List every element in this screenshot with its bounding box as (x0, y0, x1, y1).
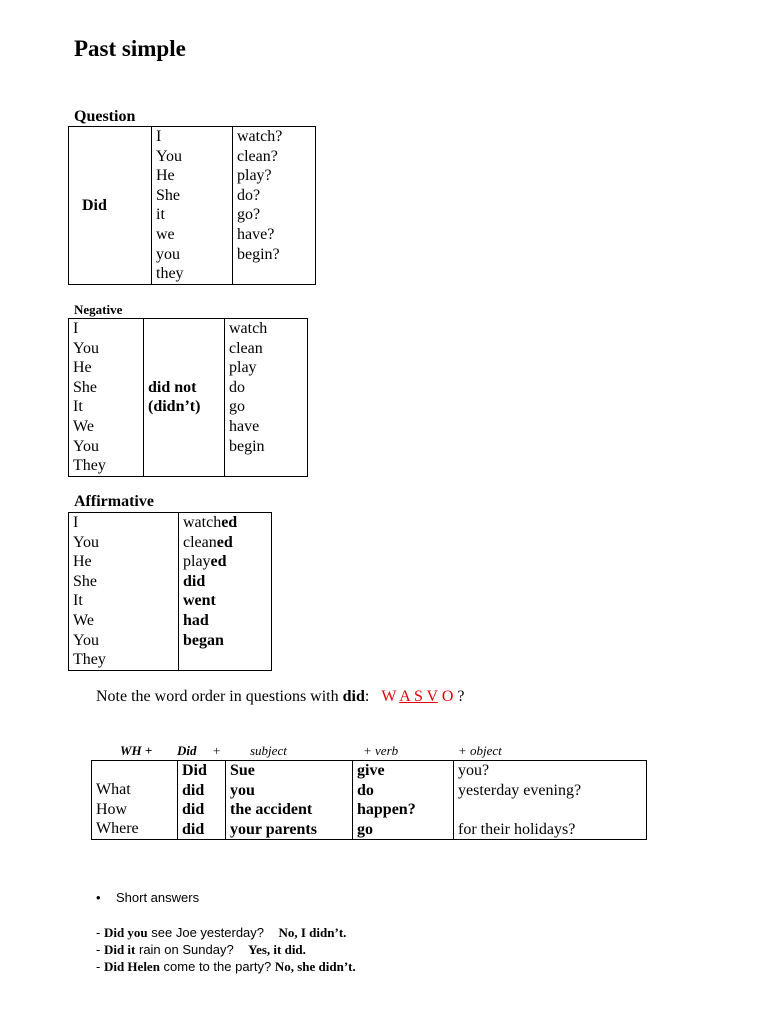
negative-subject-cell (69, 319, 144, 477)
did-word: did (182, 781, 205, 799)
affirmative-verb (183, 513, 267, 533)
word-order-table (91, 760, 647, 840)
verb-word: go (357, 820, 373, 838)
negative-subject: He (73, 359, 92, 377)
example-line (96, 942, 306, 958)
question-verb: have? (237, 225, 275, 243)
example-prefix: - (96, 925, 104, 940)
subject-word: you (230, 781, 255, 799)
object-cell (454, 761, 647, 840)
wh-word: What (96, 781, 131, 798)
affirmative-verb (183, 572, 267, 592)
negative-verb: have (229, 417, 260, 435)
negative-aux-cell (144, 319, 225, 477)
subject-word: Sue (230, 762, 255, 779)
example-line (96, 925, 346, 941)
did-word: did (182, 801, 205, 819)
verb-ending: did (183, 572, 206, 590)
affirmative-subject: We (73, 611, 94, 629)
verb-stem: watch (183, 514, 222, 531)
note-bold: did (342, 688, 365, 705)
example-answer: No, I didn’t. (278, 925, 347, 940)
verb-ending: ed (216, 533, 233, 551)
example-question-rest: come to the party? (159, 959, 272, 974)
short-answers-heading (96, 890, 199, 905)
note-colon: : (364, 688, 370, 705)
verb-ending: went (183, 592, 216, 610)
question-subject: She (156, 186, 180, 204)
wasvo-asv: A S V (399, 688, 438, 705)
verb-stem: clean (183, 533, 217, 551)
did-word: did (182, 820, 205, 838)
page-title: Past simple (74, 36, 186, 61)
negative-verb-cell (225, 319, 308, 477)
negative-verb: begin (229, 437, 265, 455)
question-verb: begin? (237, 245, 280, 263)
example-answer: Yes, it did. (248, 942, 306, 957)
affirmative-subject: I (73, 514, 79, 531)
subject-cell (226, 761, 353, 840)
question-verb-cell (233, 127, 316, 285)
negative-subject: She (73, 378, 97, 396)
affirmative-verb (183, 591, 267, 611)
example-question-bold: Did Helen (103, 959, 160, 974)
question-subject: I (156, 128, 162, 145)
wh-cell (92, 761, 178, 840)
question-verb: clean? (237, 147, 278, 165)
negative-verb: play (229, 359, 257, 377)
header-object: + object (458, 743, 502, 758)
negative-verb: clean (229, 339, 263, 357)
affirmative-subject: You (73, 533, 99, 551)
question-verb: go? (237, 206, 261, 224)
affirmative-subject: It (73, 592, 83, 610)
example-question-rest: see Joe yesterday? (147, 925, 265, 940)
negative-subject: We (73, 417, 94, 435)
question-table (68, 126, 316, 285)
bullet-icon: • (96, 890, 101, 905)
negative-verb: watch (229, 320, 268, 337)
verb-word: do (357, 781, 374, 799)
negative-subject: It (73, 398, 83, 416)
object-word: you? (458, 762, 490, 779)
question-aux: Did (82, 196, 107, 214)
question-subject: they (156, 265, 184, 283)
affirmative-verb (183, 631, 267, 651)
question-subject: we (156, 225, 175, 243)
affirmative-subject-cell (69, 513, 179, 671)
verb-word: give (357, 762, 385, 779)
object-word: for their holidays? (458, 820, 576, 838)
affirmative-subject: She (73, 572, 97, 590)
negative-verb: do (229, 378, 245, 396)
question-subject: You (156, 147, 182, 165)
negative-subject: I (73, 320, 79, 337)
example-question-bold: Did it (103, 942, 136, 957)
negative-label: Negative (74, 302, 123, 317)
header-verb: + verb (363, 743, 399, 758)
affirmative-verb (183, 533, 267, 553)
did-cell (178, 761, 226, 840)
question-subject: it (156, 206, 165, 224)
example-line (96, 959, 356, 975)
example-prefix: - (96, 942, 104, 957)
did-word: Did (182, 762, 207, 779)
affirmative-label: Affirmative (74, 493, 154, 510)
negative-subject: You (73, 437, 99, 455)
note-text: Note the word order in questions with (96, 688, 339, 705)
wasvo-o: O (441, 688, 454, 705)
short-answers-label: Short answers (116, 890, 200, 905)
question-verb: watch? (237, 128, 283, 145)
header-subject: subject (250, 743, 287, 758)
verb-ending: had (183, 611, 209, 629)
affirmative-subject: You (73, 631, 99, 649)
affirmative-verb (183, 552, 267, 572)
question-subject-cell (152, 127, 233, 285)
verb-word: happen? (357, 801, 416, 819)
question-subject: He (156, 167, 175, 185)
verb-ending: ed (210, 553, 227, 571)
affirmative-subject: He (73, 553, 92, 571)
verb-stem: play (183, 553, 211, 571)
example-question-bold: Did you (103, 925, 148, 940)
affirmative-table (68, 512, 272, 671)
affirmative-verb-cell (179, 513, 272, 671)
verb-cell (353, 761, 454, 840)
header-plus: + (213, 743, 221, 758)
header-wh: WH + (120, 743, 153, 758)
object-word: yesterday evening? (458, 781, 582, 799)
header-did: Did (177, 743, 197, 758)
example-answer: No, she didn’t. (274, 959, 356, 974)
negative-table (68, 318, 308, 477)
wasvo-w: W (381, 688, 397, 705)
question-subject: you (156, 245, 180, 263)
affirmative-verb (183, 611, 267, 631)
question-aux-cell (69, 127, 152, 285)
negative-subject: They (73, 457, 106, 475)
example-question-rest: rain on Sunday? (135, 942, 234, 957)
wh-word: How (96, 800, 128, 818)
negative-subject: You (73, 339, 99, 357)
question-verb: do? (237, 186, 261, 204)
negative-aux: did not (148, 378, 197, 396)
negative-verb: go (229, 398, 245, 416)
word-order-note (96, 688, 464, 706)
subject-word: your parents (230, 820, 317, 838)
example-prefix: - (96, 959, 104, 974)
subject-word: the accident (230, 801, 313, 819)
verb-ending: began (183, 631, 224, 649)
wh-word: Where (96, 820, 139, 838)
verb-ending: ed (221, 514, 238, 531)
negative-aux-short: (didn’t) (148, 398, 201, 416)
note-qmark: ? (457, 688, 465, 705)
object-word (458, 800, 642, 820)
question-verb: play? (237, 167, 272, 185)
affirmative-subject: They (73, 651, 106, 669)
question-label: Question (74, 108, 136, 125)
